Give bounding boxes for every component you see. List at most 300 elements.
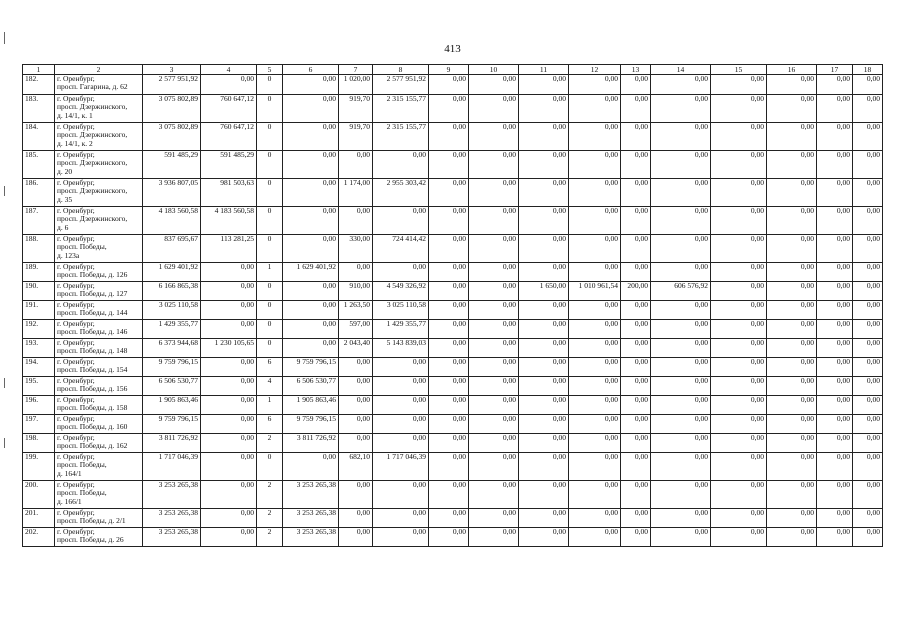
value-cell-c15: 0,00 [711, 151, 767, 179]
value-cell-c10: 0,00 [469, 509, 519, 528]
value-cell-c18: 0,00 [853, 95, 883, 123]
value-cell-c9: 0,00 [429, 75, 469, 95]
address-cell [55, 358, 143, 377]
row-number: 185. [23, 151, 55, 179]
value-cell-c11: 0,00 [519, 415, 569, 434]
table-row [23, 75, 883, 95]
value-cell-c4: 0,00 [201, 509, 257, 528]
value-cell-c3: 6 166 865,38 [143, 282, 201, 301]
table-row [23, 481, 883, 509]
margin-mark [4, 32, 5, 44]
row-number: 182. [23, 75, 55, 95]
value-cell-c12: 0,00 [569, 123, 621, 151]
row-number: 200. [23, 481, 55, 509]
value-cell-c18: 0,00 [853, 358, 883, 377]
value-cell-c9: 0,00 [429, 263, 469, 282]
value-cell-c3: 4 183 560,58 [143, 207, 201, 235]
value-cell-c4: 760 647,12 [201, 95, 257, 123]
address-cell [55, 207, 143, 235]
column-number-16: 16 [767, 65, 817, 75]
address-line: г. Оренбург, [57, 206, 95, 215]
value-cell-c4: 0,00 [201, 301, 257, 320]
column-number-18: 18 [853, 65, 883, 75]
margin-mark [4, 438, 5, 448]
value-cell-c8: 724 414,42 [373, 235, 429, 263]
column-number-9: 9 [429, 65, 469, 75]
value-cell-c18: 0,00 [853, 453, 883, 481]
value-cell-c15: 0,00 [711, 509, 767, 528]
value-cell-c8: 2 955 303,42 [373, 179, 429, 207]
value-cell-c5: 2 [257, 434, 283, 453]
address-line: д. 6 [57, 222, 69, 232]
address-line: просп. Победы, д. 146 [57, 327, 128, 337]
value-cell-c10: 0,00 [469, 453, 519, 481]
address-line: д. 20 [57, 166, 73, 176]
value-cell-c18: 0,00 [853, 396, 883, 415]
value-cell-c10: 0,00 [469, 207, 519, 235]
table-row [23, 151, 883, 179]
address-line: г. Оренбург, [57, 508, 95, 517]
address-line: просп. Победы, д. 154 [57, 365, 128, 375]
value-cell-c14: 0,00 [651, 339, 711, 358]
value-cell-c17: 0,00 [817, 301, 853, 320]
value-cell-c7: 0,00 [339, 396, 373, 415]
value-cell-c5: 0 [257, 151, 283, 179]
value-cell-c11: 0,00 [519, 179, 569, 207]
column-number-17: 17 [817, 65, 853, 75]
address-line: просп. Дзержинского, [57, 102, 128, 112]
value-cell-c5: 2 [257, 481, 283, 509]
table-row [23, 434, 883, 453]
value-cell-c4: 0,00 [201, 282, 257, 301]
address-line: просп. Победы, д. 148 [57, 346, 128, 356]
row-number: 194. [23, 358, 55, 377]
value-cell-c8: 2 577 951,92 [373, 75, 429, 95]
value-cell-c16: 0,00 [767, 358, 817, 377]
address-cell [55, 396, 143, 415]
column-number-7: 7 [339, 65, 373, 75]
address-line: г. Оренбург, [57, 150, 95, 159]
value-cell-c13: 0,00 [621, 75, 651, 95]
value-cell-c18: 0,00 [853, 75, 883, 95]
row-number: 188. [23, 235, 55, 263]
value-cell-c5: 6 [257, 415, 283, 434]
value-cell-c7: 0,00 [339, 434, 373, 453]
value-cell-c11: 1 650,00 [519, 282, 569, 301]
value-cell-c14: 0,00 [651, 320, 711, 339]
address-line: г. Оренбург, [57, 262, 95, 271]
value-cell-c7: 1 174,00 [339, 179, 373, 207]
value-cell-c8: 0,00 [373, 481, 429, 509]
value-cell-c17: 0,00 [817, 434, 853, 453]
row-number: 187. [23, 207, 55, 235]
value-cell-c3: 1 717 046,39 [143, 453, 201, 481]
address-line: д. 14/1, к. 2 [57, 138, 93, 148]
value-cell-c7: 0,00 [339, 415, 373, 434]
value-cell-c15: 0,00 [711, 263, 767, 282]
value-cell-c14: 0,00 [651, 151, 711, 179]
row-number: 193. [23, 339, 55, 358]
value-cell-c6: 0,00 [283, 123, 339, 151]
housing-program-table [22, 64, 883, 547]
value-cell-c9: 0,00 [429, 207, 469, 235]
value-cell-c3: 3 811 726,92 [143, 434, 201, 453]
row-number: 196. [23, 396, 55, 415]
value-cell-c9: 0,00 [429, 453, 469, 481]
address-line: г. Оренбург, [57, 94, 95, 103]
address-cell [55, 509, 143, 528]
value-cell-c9: 0,00 [429, 301, 469, 320]
value-cell-c7: 919,70 [339, 123, 373, 151]
address-line: просп. Победы, д. 156 [57, 384, 128, 394]
address-cell [55, 95, 143, 123]
address-line: г. Оренбург, [57, 338, 95, 347]
value-cell-c3: 3 075 802,89 [143, 123, 201, 151]
value-cell-c5: 0 [257, 207, 283, 235]
value-cell-c17: 0,00 [817, 123, 853, 151]
row-number: 191. [23, 301, 55, 320]
value-cell-c3: 6 506 530,77 [143, 377, 201, 396]
table-body [23, 75, 883, 547]
value-cell-c3: 837 695,67 [143, 235, 201, 263]
value-cell-c6: 0,00 [283, 339, 339, 358]
value-cell-c6: 1 905 863,46 [283, 396, 339, 415]
value-cell-c7: 910,00 [339, 282, 373, 301]
table-row [23, 207, 883, 235]
table-row [23, 358, 883, 377]
value-cell-c14: 0,00 [651, 75, 711, 95]
value-cell-c11: 0,00 [519, 396, 569, 415]
address-line: просп. Дзержинского, [57, 158, 128, 168]
value-cell-c10: 0,00 [469, 301, 519, 320]
address-line: г. Оренбург, [57, 480, 95, 489]
value-cell-c3: 1 905 863,46 [143, 396, 201, 415]
value-cell-c16: 0,00 [767, 377, 817, 396]
address-cell [55, 377, 143, 396]
value-cell-c11: 0,00 [519, 151, 569, 179]
value-cell-c14: 0,00 [651, 509, 711, 528]
value-cell-c3: 3 253 265,38 [143, 528, 201, 547]
value-cell-c8: 2 315 155,77 [373, 95, 429, 123]
value-cell-c9: 0,00 [429, 123, 469, 151]
value-cell-c3: 591 485,29 [143, 151, 201, 179]
value-cell-c3: 1 629 401,92 [143, 263, 201, 282]
value-cell-c3: 1 429 355,77 [143, 320, 201, 339]
address-cell [55, 434, 143, 453]
value-cell-c14: 0,00 [651, 415, 711, 434]
value-cell-c13: 0,00 [621, 320, 651, 339]
value-cell-c13: 0,00 [621, 396, 651, 415]
value-cell-c17: 0,00 [817, 320, 853, 339]
value-cell-c7: 1 263,50 [339, 301, 373, 320]
value-cell-c6: 9 759 796,15 [283, 358, 339, 377]
value-cell-c12: 0,00 [569, 396, 621, 415]
value-cell-c13: 0,00 [621, 377, 651, 396]
value-cell-c18: 0,00 [853, 235, 883, 263]
value-cell-c12: 0,00 [569, 320, 621, 339]
value-cell-c17: 0,00 [817, 151, 853, 179]
value-cell-c14: 0,00 [651, 377, 711, 396]
value-cell-c6: 3 253 265,38 [283, 528, 339, 547]
column-number-1: 1 [23, 65, 55, 75]
value-cell-c4: 591 485,29 [201, 151, 257, 179]
value-cell-c15: 0,00 [711, 481, 767, 509]
table-row [23, 320, 883, 339]
address-line: просп. Победы, д. 126 [57, 270, 128, 280]
value-cell-c5: 1 [257, 396, 283, 415]
table-row [23, 282, 883, 301]
value-cell-c8: 0,00 [373, 415, 429, 434]
table-row [23, 396, 883, 415]
value-cell-c17: 0,00 [817, 207, 853, 235]
value-cell-c16: 0,00 [767, 179, 817, 207]
value-cell-c6: 3 811 726,92 [283, 434, 339, 453]
value-cell-c10: 0,00 [469, 282, 519, 301]
value-cell-c16: 0,00 [767, 235, 817, 263]
value-cell-c6: 1 629 401,92 [283, 263, 339, 282]
value-cell-c6: 0,00 [283, 320, 339, 339]
address-cell [55, 75, 143, 95]
value-cell-c6: 0,00 [283, 75, 339, 95]
value-cell-c7: 597,00 [339, 320, 373, 339]
value-cell-c17: 0,00 [817, 528, 853, 547]
column-number-8: 8 [373, 65, 429, 75]
value-cell-c10: 0,00 [469, 320, 519, 339]
address-line: г. Оренбург, [57, 281, 95, 290]
address-cell [55, 263, 143, 282]
value-cell-c13: 0,00 [621, 301, 651, 320]
value-cell-c4: 0,00 [201, 481, 257, 509]
value-cell-c17: 0,00 [817, 509, 853, 528]
value-cell-c7: 2 043,40 [339, 339, 373, 358]
value-cell-c13: 0,00 [621, 509, 651, 528]
value-cell-c8: 0,00 [373, 358, 429, 377]
value-cell-c8: 0,00 [373, 396, 429, 415]
value-cell-c13: 0,00 [621, 339, 651, 358]
value-cell-c8: 0,00 [373, 151, 429, 179]
value-cell-c17: 0,00 [817, 95, 853, 123]
value-cell-c7: 0,00 [339, 207, 373, 235]
value-cell-c15: 0,00 [711, 320, 767, 339]
value-cell-c6: 0,00 [283, 179, 339, 207]
value-cell-c14: 0,00 [651, 301, 711, 320]
value-cell-c5: 0 [257, 179, 283, 207]
value-cell-c6: 0,00 [283, 282, 339, 301]
value-cell-c7: 0,00 [339, 528, 373, 547]
value-cell-c3: 3 253 265,38 [143, 509, 201, 528]
table-row [23, 528, 883, 547]
value-cell-c5: 0 [257, 453, 283, 481]
address-line: г. Оренбург, [57, 433, 95, 442]
address-cell [55, 123, 143, 151]
value-cell-c7: 682,10 [339, 453, 373, 481]
value-cell-c9: 0,00 [429, 481, 469, 509]
value-cell-c8: 2 315 155,77 [373, 123, 429, 151]
address-line: г. Оренбург, [57, 74, 95, 83]
value-cell-c13: 0,00 [621, 263, 651, 282]
value-cell-c8: 0,00 [373, 207, 429, 235]
value-cell-c3: 2 577 951,92 [143, 75, 201, 95]
value-cell-c7: 1 020,00 [339, 75, 373, 95]
value-cell-c12: 0,00 [569, 453, 621, 481]
value-cell-c13: 0,00 [621, 453, 651, 481]
value-cell-c15: 0,00 [711, 301, 767, 320]
address-cell [55, 235, 143, 263]
value-cell-c8: 1 429 355,77 [373, 320, 429, 339]
value-cell-c11: 0,00 [519, 377, 569, 396]
value-cell-c10: 0,00 [469, 434, 519, 453]
address-line: г. Оренбург, [57, 319, 95, 328]
value-cell-c16: 0,00 [767, 301, 817, 320]
address-line: г. Оренбург, [57, 395, 95, 404]
value-cell-c8: 0,00 [373, 434, 429, 453]
value-cell-c14: 0,00 [651, 434, 711, 453]
value-cell-c7: 0,00 [339, 509, 373, 528]
value-cell-c12: 0,00 [569, 509, 621, 528]
value-cell-c8: 0,00 [373, 377, 429, 396]
row-number: 201. [23, 509, 55, 528]
address-cell [55, 528, 143, 547]
value-cell-c11: 0,00 [519, 528, 569, 547]
value-cell-c16: 0,00 [767, 453, 817, 481]
value-cell-c5: 0 [257, 282, 283, 301]
value-cell-c10: 0,00 [469, 179, 519, 207]
value-cell-c7: 330,00 [339, 235, 373, 263]
value-cell-c11: 0,00 [519, 320, 569, 339]
value-cell-c12: 0,00 [569, 301, 621, 320]
value-cell-c13: 0,00 [621, 179, 651, 207]
address-cell [55, 179, 143, 207]
value-cell-c3: 3 025 110,58 [143, 301, 201, 320]
value-cell-c17: 0,00 [817, 263, 853, 282]
address-line: г. Оренбург, [57, 414, 95, 423]
value-cell-c16: 0,00 [767, 528, 817, 547]
value-cell-c15: 0,00 [711, 179, 767, 207]
value-cell-c3: 9 759 796,15 [143, 415, 201, 434]
value-cell-c13: 0,00 [621, 481, 651, 509]
value-cell-c12: 1 010 961,54 [569, 282, 621, 301]
address-line: г. Оренбург, [57, 234, 95, 243]
value-cell-c16: 0,00 [767, 396, 817, 415]
value-cell-c18: 0,00 [853, 207, 883, 235]
value-cell-c16: 0,00 [767, 95, 817, 123]
value-cell-c9: 0,00 [429, 179, 469, 207]
value-cell-c5: 1 [257, 263, 283, 282]
value-cell-c6: 0,00 [283, 207, 339, 235]
value-cell-c17: 0,00 [817, 481, 853, 509]
table-row [23, 235, 883, 263]
value-cell-c14: 0,00 [651, 95, 711, 123]
value-cell-c16: 0,00 [767, 509, 817, 528]
address-line: д. 166/1 [57, 496, 82, 506]
address-line: г. Оренбург, [57, 527, 95, 536]
value-cell-c11: 0,00 [519, 235, 569, 263]
value-cell-c9: 0,00 [429, 358, 469, 377]
column-number-12: 12 [569, 65, 621, 75]
value-cell-c14: 0,00 [651, 396, 711, 415]
address-line: г. Оренбург, [57, 300, 95, 309]
value-cell-c5: 0 [257, 95, 283, 123]
value-cell-c14: 0,00 [651, 481, 711, 509]
value-cell-c12: 0,00 [569, 434, 621, 453]
value-cell-c7: 0,00 [339, 358, 373, 377]
value-cell-c12: 0,00 [569, 481, 621, 509]
value-cell-c18: 0,00 [853, 509, 883, 528]
value-cell-c14: 0,00 [651, 358, 711, 377]
value-cell-c9: 0,00 [429, 509, 469, 528]
value-cell-c15: 0,00 [711, 207, 767, 235]
value-cell-c4: 0,00 [201, 528, 257, 547]
row-number: 202. [23, 528, 55, 547]
address-cell [55, 481, 143, 509]
value-cell-c16: 0,00 [767, 123, 817, 151]
value-cell-c17: 0,00 [817, 75, 853, 95]
value-cell-c5: 0 [257, 320, 283, 339]
row-number: 195. [23, 377, 55, 396]
page-number: 413 [444, 43, 461, 55]
value-cell-c11: 0,00 [519, 434, 569, 453]
value-cell-c11: 0,00 [519, 75, 569, 95]
value-cell-c18: 0,00 [853, 123, 883, 151]
value-cell-c4: 0,00 [201, 415, 257, 434]
address-cell [55, 320, 143, 339]
value-cell-c13: 0,00 [621, 123, 651, 151]
value-cell-c16: 0,00 [767, 481, 817, 509]
row-number: 189. [23, 263, 55, 282]
row-number: 184. [23, 123, 55, 151]
value-cell-c18: 0,00 [853, 282, 883, 301]
value-cell-c3: 3 936 807,05 [143, 179, 201, 207]
address-line: д. 123а [57, 250, 80, 260]
value-cell-c4: 0,00 [201, 320, 257, 339]
value-cell-c8: 1 717 046,39 [373, 453, 429, 481]
column-number-14: 14 [651, 65, 711, 75]
value-cell-c12: 0,00 [569, 207, 621, 235]
value-cell-c12: 0,00 [569, 75, 621, 95]
value-cell-c16: 0,00 [767, 434, 817, 453]
value-cell-c12: 0,00 [569, 179, 621, 207]
value-cell-c3: 3 253 265,38 [143, 481, 201, 509]
address-cell [55, 282, 143, 301]
value-cell-c7: 0,00 [339, 481, 373, 509]
table-row [23, 415, 883, 434]
value-cell-c18: 0,00 [853, 377, 883, 396]
address-line: г. Оренбург, [57, 357, 95, 366]
value-cell-c9: 0,00 [429, 377, 469, 396]
value-cell-c6: 3 253 265,38 [283, 509, 339, 528]
value-cell-c10: 0,00 [469, 339, 519, 358]
table-row [23, 123, 883, 151]
address-line: просп. Дзержинского, [57, 186, 128, 196]
value-cell-c11: 0,00 [519, 339, 569, 358]
value-cell-c9: 0,00 [429, 151, 469, 179]
address-line: просп. Победы, д. 162 [57, 441, 128, 451]
value-cell-c9: 0,00 [429, 235, 469, 263]
value-cell-c13: 0,00 [621, 151, 651, 179]
value-cell-c10: 0,00 [469, 95, 519, 123]
address-cell [55, 301, 143, 320]
value-cell-c16: 0,00 [767, 207, 817, 235]
margin-mark [4, 186, 5, 196]
value-cell-c10: 0,00 [469, 75, 519, 95]
row-number: 197. [23, 415, 55, 434]
value-cell-c10: 0,00 [469, 528, 519, 547]
value-cell-c15: 0,00 [711, 339, 767, 358]
table-row [23, 301, 883, 320]
address-line: просп. Победы, д. 2/1 [57, 516, 126, 526]
value-cell-c4: 0,00 [201, 358, 257, 377]
value-cell-c6: 0,00 [283, 301, 339, 320]
